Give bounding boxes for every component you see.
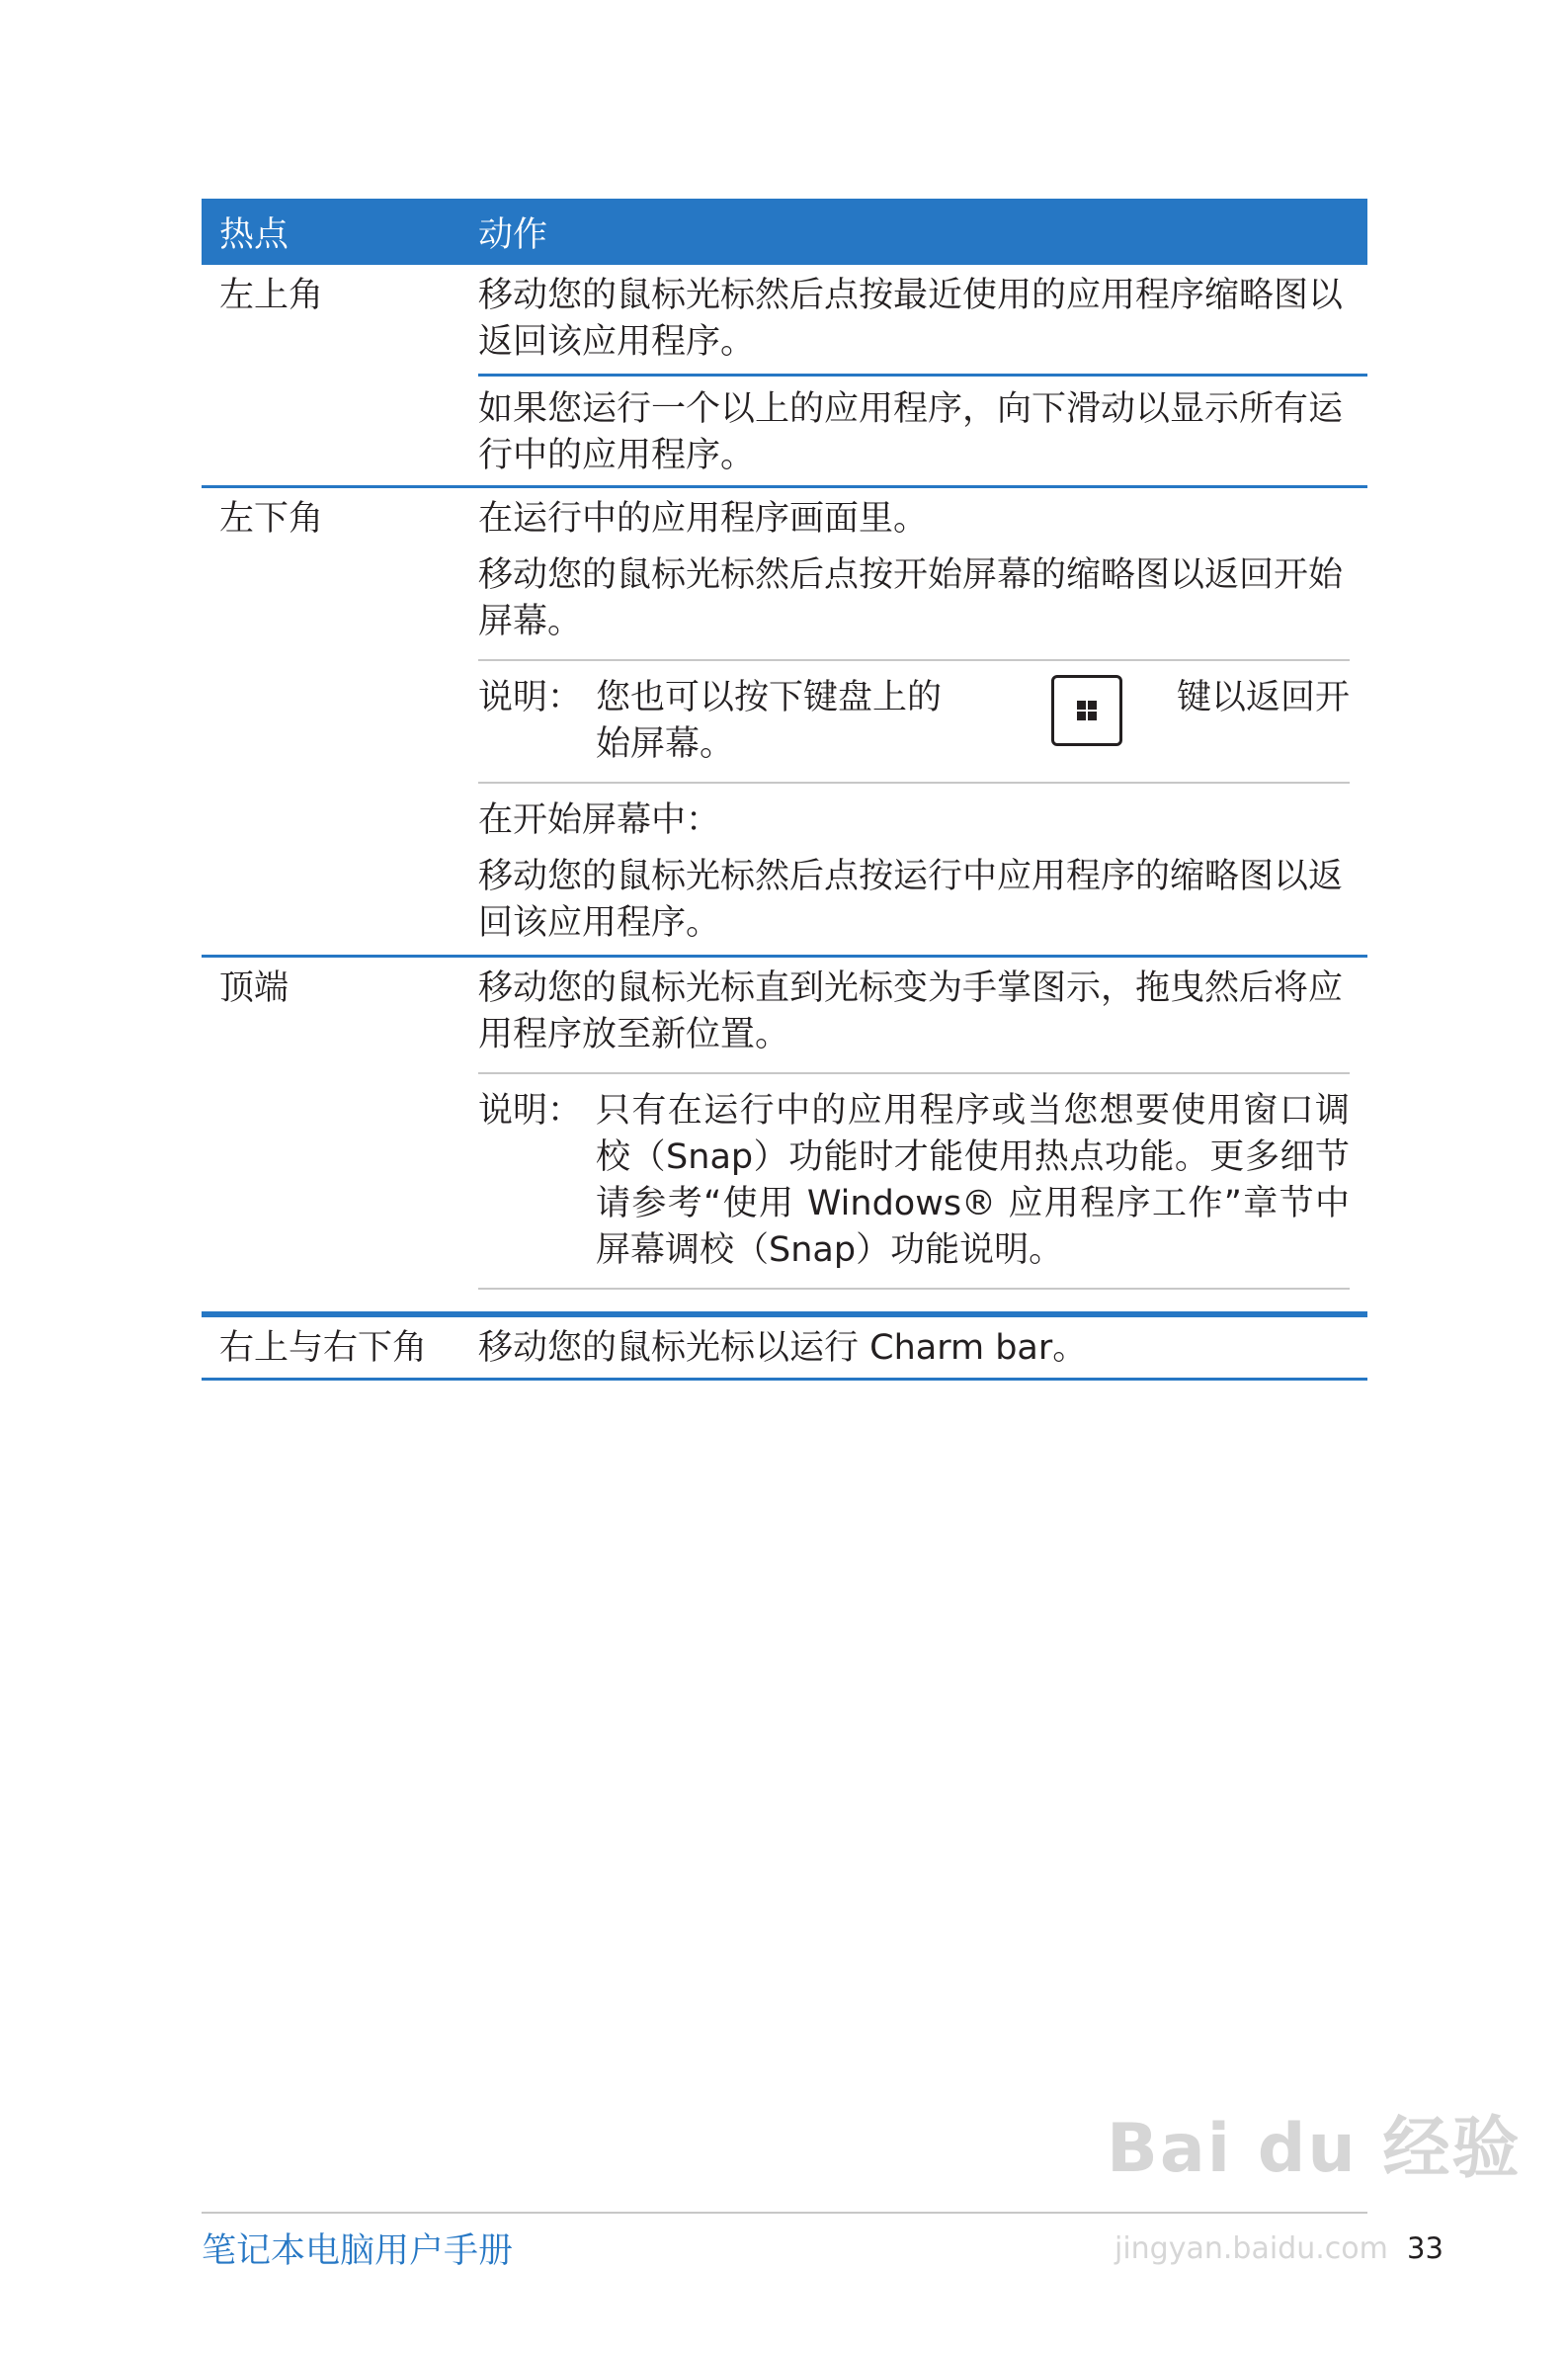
action-cell xyxy=(478,1317,1367,1378)
note-line xyxy=(596,675,1350,721)
header-hotspot: 热点 xyxy=(219,214,289,255)
action-cell xyxy=(478,488,1367,955)
hotspot-cell: 顶端 xyxy=(219,968,289,1008)
page-number: 33 xyxy=(1407,2231,1444,2265)
action-text: 移动您的鼠标光标直到光标变为手掌图示，拖曳然后将应用程序放至新位置。 xyxy=(478,968,1344,1054)
header-action: 动作 xyxy=(478,214,548,255)
action-text: 如果您运行一个以上的应用程序，向下滑动以显示所有运行中的应用程序。 xyxy=(478,389,1344,475)
windows-key-icon xyxy=(1051,675,1122,746)
windows-logo-icon xyxy=(1076,700,1098,721)
hotspot-cell: 左下角 xyxy=(219,499,324,539)
action-text: 移动您的鼠标光标然后点按开始屏幕的缩略图以返回开始屏幕。 xyxy=(478,555,1344,641)
note-label: 说明： xyxy=(478,678,583,717)
note-text: 始屏幕。 xyxy=(596,724,735,764)
action-block xyxy=(478,798,1367,955)
footer-title: 笔记本电脑用户手册 xyxy=(202,2231,514,2271)
action-text: 移动您的鼠标光标然后点按运行中应用程序的缩略图以返回该应用程序。 xyxy=(478,857,1344,943)
action-text: 移动您的鼠标光标以运行 Charm bar。 xyxy=(478,1328,1088,1368)
baidu-watermark-logo: Bai du 经验 xyxy=(1107,2110,1522,2188)
note-box xyxy=(478,1072,1350,1290)
note-text: 您也可以按下键盘上的 xyxy=(596,678,943,717)
note-box xyxy=(478,659,1350,784)
action-text: 移动您的鼠标光标然后点按最近使用的应用程序缩略图以返回该应用程序。 xyxy=(478,265,1367,377)
action-text: 在开始屏幕中： xyxy=(478,800,721,840)
note-label: 说明： xyxy=(478,1091,583,1131)
action-text: 在运行中的应用程序画面里。 xyxy=(478,499,929,539)
note-text: 键以返回开 xyxy=(1176,678,1350,717)
baidu-watermark-url: jingyan.baidu.com xyxy=(1114,2231,1388,2266)
note-body xyxy=(596,675,1350,768)
action-cell xyxy=(478,265,1367,485)
hotspot-cell: 左上角 xyxy=(219,276,324,315)
hotspot-cell: 右上与右下角 xyxy=(219,1328,428,1368)
table-header xyxy=(202,199,1367,265)
action-cell xyxy=(478,958,1367,1311)
table-row xyxy=(202,265,1367,488)
footer-divider xyxy=(202,2212,1367,2214)
table-row xyxy=(202,488,1367,958)
hotspot-table xyxy=(202,199,1367,1381)
action-block xyxy=(478,488,1367,645)
note-text: 只有在运行中的应用程序或当您想要使用窗口调校（Snap）功能时才能使用热点功能。更多细节请参考“使用 Windows® 应用程序工作”章节中屏幕调校（Snap）功能说明。 xyxy=(596,1091,1350,1270)
table-row xyxy=(202,1314,1367,1381)
table-row xyxy=(202,958,1367,1314)
